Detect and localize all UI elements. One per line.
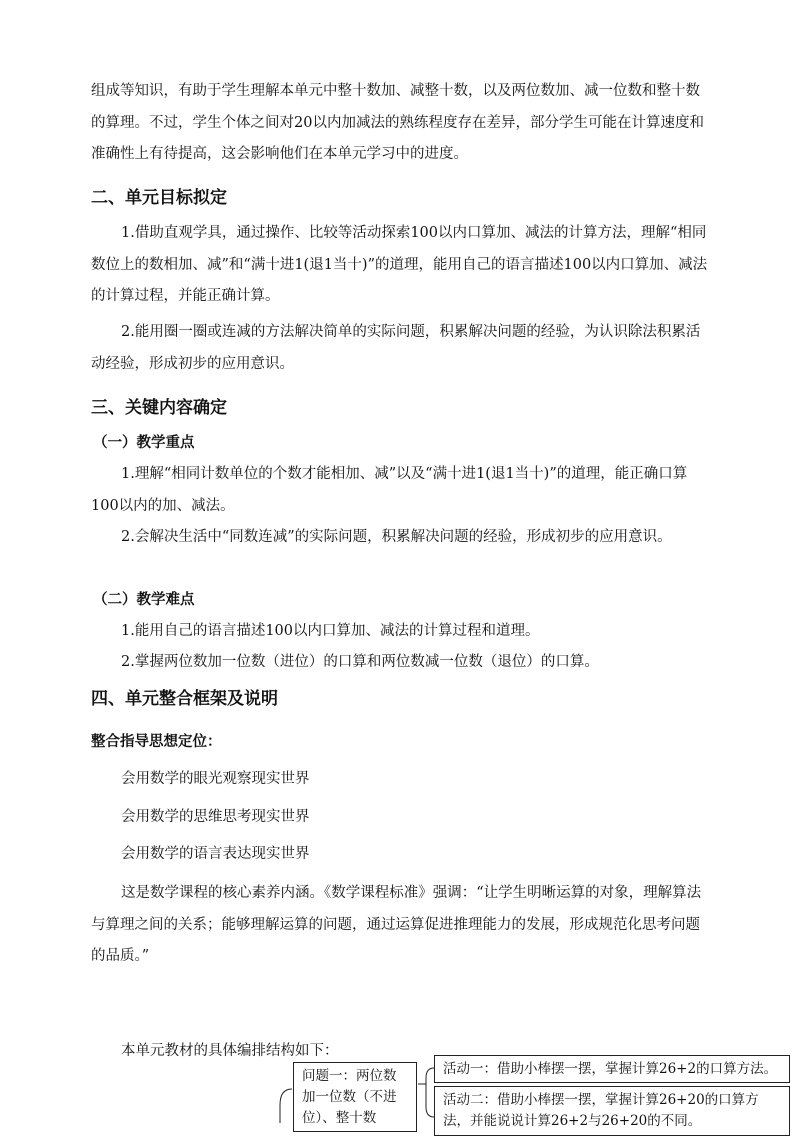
focus-paragraph-2: 2.会解决生活中“同数连减”的实际问题，积累解决问题的经验，形成初步的应用意识。: [121, 529, 672, 545]
structure-intro: 本单元教材的具体编排结构如下：: [121, 1043, 339, 1059]
standard-quote-paragraph: 这是数学课程的核心素养内涵。《数学课程标准》强调：“让学生明晰运算的对象，理解算法与算理之间的关系；能够理解运算的问题，通过运算促进推理能力的发展，形成规范化思考问题的品质。”: [91, 885, 702, 964]
subheading-teaching-difficulty: （二）教学难点: [93, 592, 195, 608]
section-heading-framework: 四、单元整合框架及说明: [91, 689, 278, 709]
activity-box-2-text: 活动二：借助小棒摆一摆，掌握计算26+20的口算方法，并能说说计算26+2与26+20的不同。: [443, 1092, 759, 1129]
focus-paragraph-1: 1.理解“相同计数单位的个数才能相加、减”以及“满十进1(退1当十)”的道理，能正确口算100以内的加、减法。: [91, 466, 688, 514]
problem-box-1: [293, 1062, 417, 1132]
intro-paragraph: 组成等知识，有助于学生理解本单元中整十数加、减整十数，以及两位数加、减一位数和整十数的算理。不过，学生个体之间对20以内加减法的熟练程度存在差异，部分学生可能在计算速度和准确性上有待提高，这会影响他们在本单元学习中的进度。: [91, 83, 704, 162]
problem-box-1-text: 问题一：两位数加一位数（不进位）、整十数: [302, 1068, 397, 1126]
activity-box-2: [434, 1086, 790, 1136]
goal-paragraph-2: 2.能用圈一圈或连减的方法解决简单的实际问题，积累解决问题的经验，为认识除法积累活动经验，形成初步的应用意识。: [91, 324, 701, 372]
guide-line-observe: 会用数学的眼光观察现实世界: [121, 771, 310, 787]
activity-box-1-text: 活动一：借助小棒摆一摆，掌握计算26+2的口算方法。: [443, 1061, 778, 1077]
activity-box-1: [434, 1055, 790, 1083]
guide-title: 整合指导思想定位：: [91, 734, 222, 750]
section-heading-key-content: 三、关键内容确定: [91, 398, 227, 418]
difficulty-item-1: 1.能用自己的语言描述100以内口算加、减法的计算过程和道理。: [121, 623, 540, 639]
guide-line-think: 会用数学的思维思考现实世界: [121, 809, 310, 825]
guide-line-express: 会用数学的语言表达现实世界: [121, 846, 310, 862]
section-heading-goals: 二、单元目标拟定: [91, 188, 227, 208]
goal-paragraph-1: 1.借助直观学具，通过操作、比较等活动探索100以内口算加、减法的计算方法，理解“相同数位上的数相加、减”和“满十进1(退1当十)”的道理，能用自己的语言描述100以内口算加、减法的计算过程，并能正确计算。: [91, 225, 708, 304]
difficulty-item-2: 2.掌握两位数加一位数（进位）的口算和两位数减一位数（退位）的口算。: [121, 654, 599, 670]
subheading-teaching-focus: （一）教学重点: [93, 435, 195, 451]
